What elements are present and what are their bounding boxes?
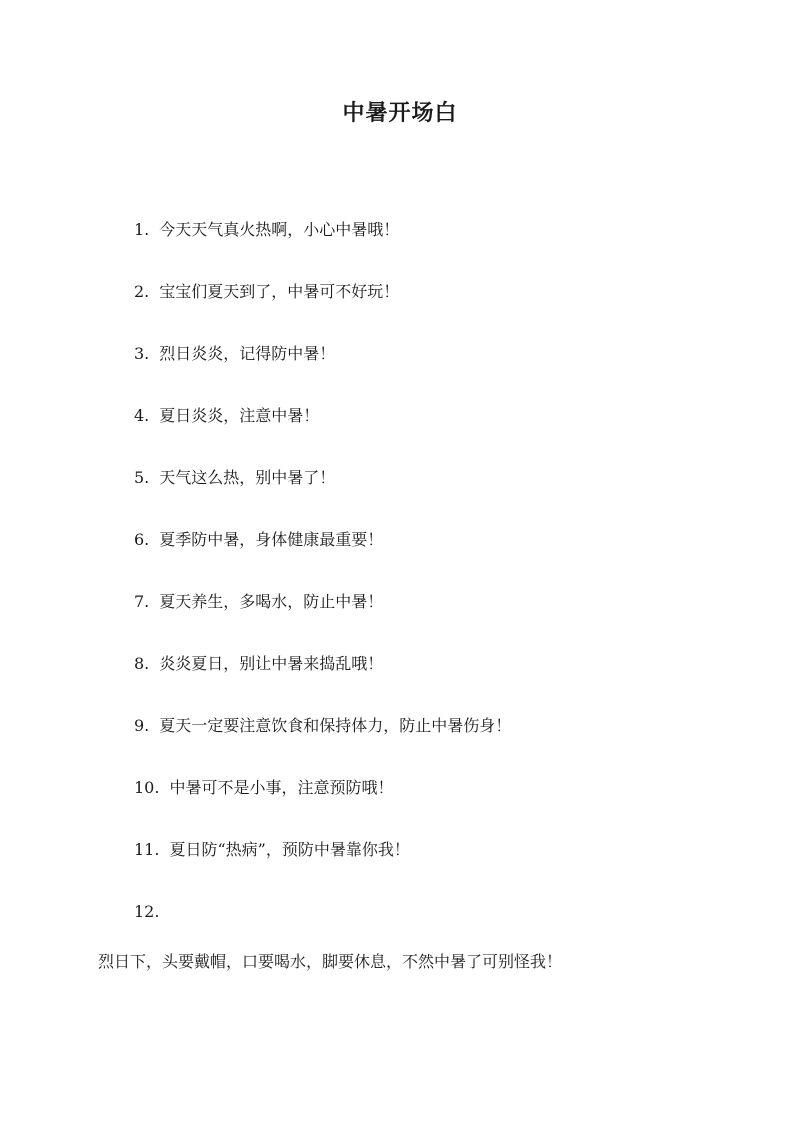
list-item — [134, 530, 383, 550]
item-text: 夏季防中暑，身体健康最重要！ — [159, 530, 384, 549]
document-title: 中暑开场白 — [342, 100, 458, 126]
item-text: 天气这么热，别中暑了！ — [159, 468, 336, 487]
list-item — [134, 654, 383, 674]
item-number: 12. — [134, 902, 160, 921]
list-item — [134, 902, 169, 922]
item-number: 8. — [134, 654, 150, 673]
item-text: 今天天气真火热啊，小心中暑哦！ — [159, 220, 400, 239]
list-item — [134, 840, 410, 860]
item-number: 5. — [134, 468, 150, 487]
list-item — [134, 468, 335, 488]
item-number: 3. — [134, 344, 150, 363]
item-continuation-text: 烈日下，头要戴帽，口要喝水，脚要休息，不然中暑了可别怪我！ — [98, 952, 563, 971]
list-item — [134, 592, 383, 612]
list-item — [134, 344, 335, 364]
item-text: 夏天养生，多喝水，防止中暑！ — [159, 592, 384, 611]
item-text: 夏日炎炎，注意中暑！ — [159, 406, 320, 425]
item-number: 10. — [134, 778, 160, 797]
list-item — [134, 406, 319, 426]
item-text: 夏天一定要注意饮食和保持体力，防止中暑伤身！ — [159, 716, 512, 735]
item-text: 烈日炎炎，记得防中暑！ — [159, 344, 336, 363]
item-number: 9. — [134, 716, 150, 735]
list-item — [134, 716, 511, 736]
item-number: 4. — [134, 406, 150, 425]
item-text: 炎炎夏日，别让中暑来捣乱哦！ — [159, 654, 384, 673]
item-number: 7. — [134, 592, 150, 611]
item-text: 夏日防“热病”，预防中暑靠你我！ — [169, 840, 410, 859]
item-number: 2. — [134, 282, 150, 301]
item-number: 1. — [134, 220, 150, 239]
list-item — [134, 220, 399, 240]
item-number: 11. — [134, 840, 160, 859]
item-text: 宝宝们夏天到了，中暑可不好玩！ — [159, 282, 400, 301]
list-item — [134, 778, 393, 798]
item-text: 中暑可不是小事，注意预防哦！ — [169, 778, 394, 797]
list-item — [134, 282, 399, 302]
item-number: 6. — [134, 530, 150, 549]
